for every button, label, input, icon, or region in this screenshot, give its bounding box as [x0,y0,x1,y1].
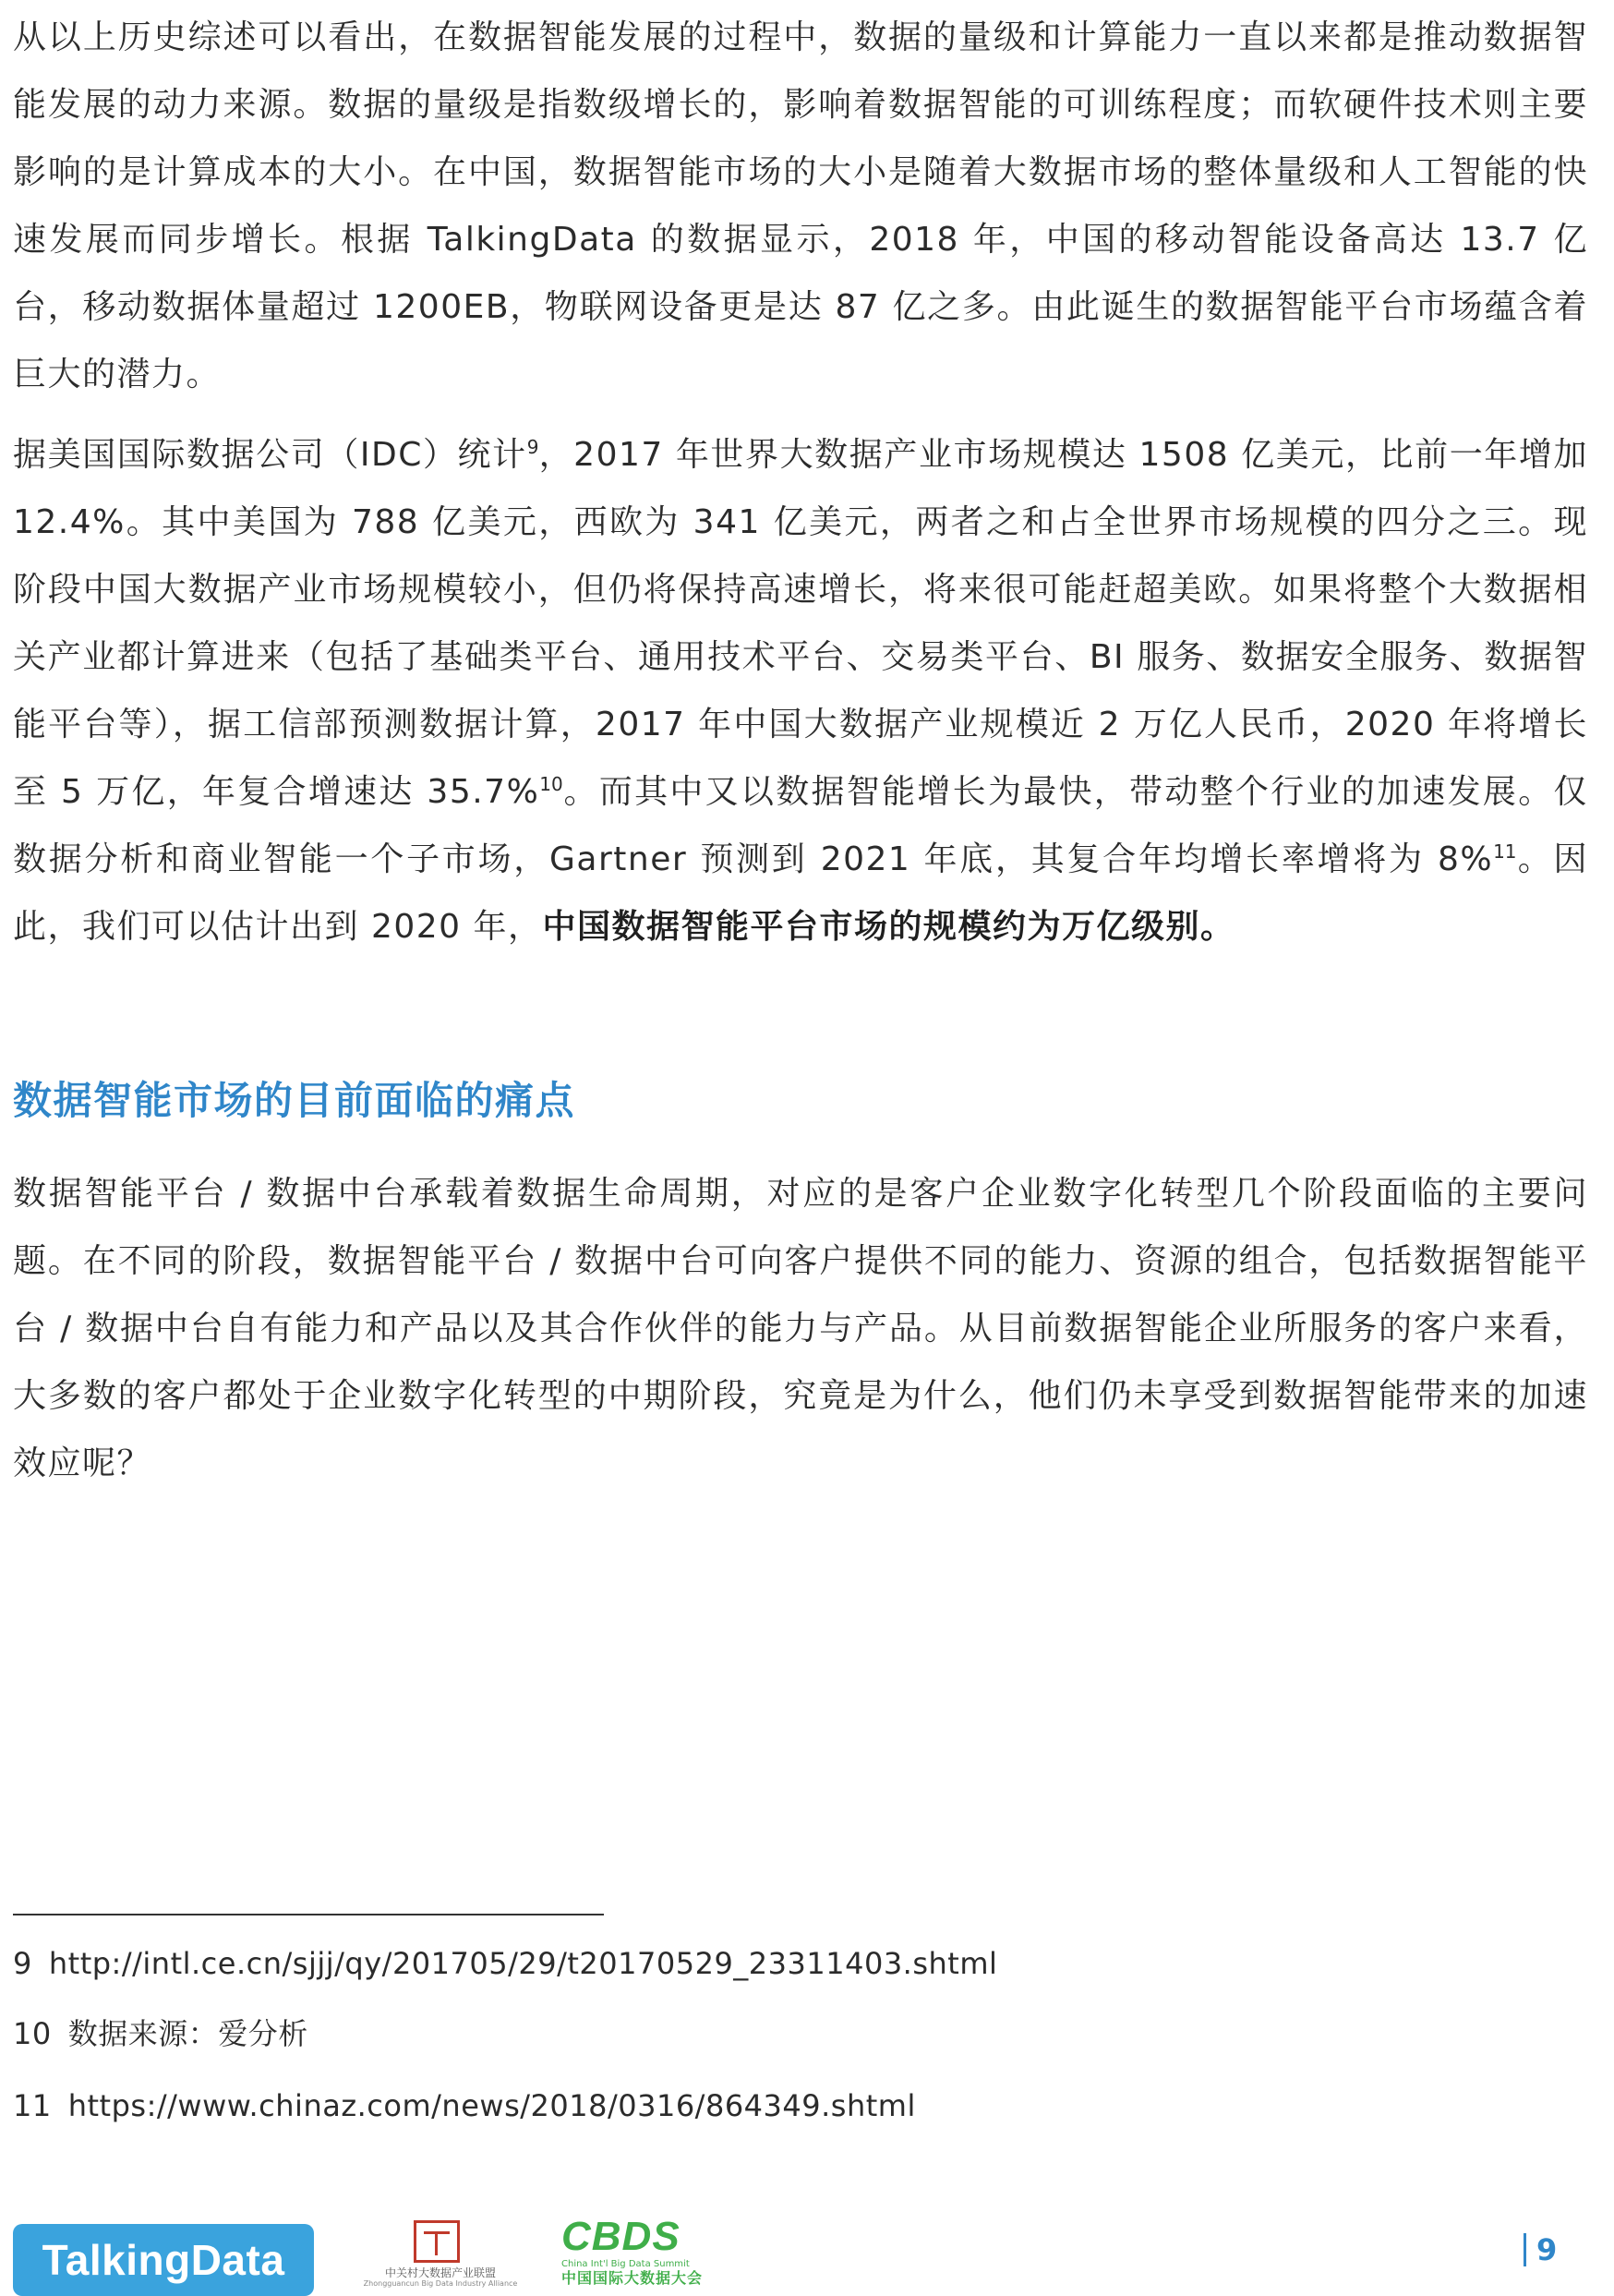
para2-text-c: 。而其中又以数据智能增长为最快，带动整个行业的加速发展。仅数据分析和商业智能一个子市场，Gartner 预测到 2021 年底，其复合年均增长率增将为 8% [13,773,1588,878]
cbds-logo-en-text: China Int'l Big Data Summit [561,2259,690,2269]
footnote-link[interactable]: https://www.chinaz.com/news/2018/0316/864349.shtml [67,2088,916,2123]
footnote-10 [13,2015,308,2052]
cbds-logo [561,2214,718,2290]
footnote-9 [13,1945,997,1982]
para2-text-d: 。因此，我们可以估计出到 2020 年， [13,840,1588,946]
para2-text-a: 据美国国际数据公司（IDC）统计 [13,436,527,474]
footnote-link[interactable]: http://intl.ce.cn/sjjj/qy/201705/29/t20170529_23311403.shtml [48,1946,998,1981]
footnote-11 [13,2087,916,2124]
zgc-logo-en-text: Zhongguancun Big Data Industry Alliance [363,2279,518,2288]
paragraph-market-size [13,421,1588,961]
footnote-number: 10 [13,2016,52,2051]
footnote-ref-9[interactable]: 9 [526,436,539,458]
page-number: 9 [1536,2232,1558,2267]
cbds-logo-mark: CBDS [561,2214,681,2259]
zgc-logo-cn-text: 中关村大数据产业联盟 [384,2266,496,2279]
zgc-alliance-logo [343,2220,537,2288]
para2-bold-conclusion: 中国数据智能平台市场的规模约为万亿级别 [542,908,1201,946]
footnote-number: 9 [13,1946,32,1981]
paragraph-history-summary: 从以上历史综述可以看出，在数据智能发展的过程中，数据的量级和计算能力一直以来都是推动数据智能发展的动力来源。数据的量级是指数级增长的，影响着数据智能的可训练程度；而软硬件技术则主要影响的是计算成本的大小。在中国，数据智能市场的大小是随着大数据市场的整体量级和人工智能的快速发展而同步增长。根据 TalkingData 的数据显示，2018 年，中国的移动智能设备高达 13.7 亿台，移动数据体量超过 1200EB，物联网设备更是达 87 亿之多。由此诞生的数据智能平台市场蕴含着巨大的潜力。 [13,18,1588,393]
para2-text-b: ，2017 年世界大数据产业市场规模达 1508 亿美元，比前一年增加 12.4%。其中美国为 788 亿美元，西欧为 341 亿美元，两者之和占全世界市场规模的四分之三。现阶段中国大数据产业市场规模较小，但仍将保持高速增长，将来很可能赶超美欧。如果将整个大数据相关产业都计算进来（包括了基础类平台、通用技术平台、交易类平台、BI 服务、数据安全服务、数据智能平台等），据工信部预测数据计算，2017 年中国大数据产业规模近 2 万亿人民币，2020 年将增长至 5 万亿，年复合增速达 35.7% [13,436,1588,811]
paragraph-pain-points: 数据智能平台 / 数据中台承载着数据生命周期，对应的是客户企业数字化转型几个阶段面临的主要问题。在不同的阶段，数据智能平台 / 数据中台可向客户提供不同的能力、资源的组合，包括数据智能平台 / 数据中台自有能力和产品以及其合作伙伴的能力与产品。从目前数据智能企业所服务的客户来看，大多数的客户都处于企业数字化转型的中期阶段，究竟是为什么，他们仍未享受到数据智能带来的加速效应呢？ [13,1175,1588,1482]
zgc-seal-icon [414,2220,460,2263]
footnote-text: 数据来源：爱分析 [67,2016,308,2051]
footnote-ref-10[interactable]: 10 [539,773,563,795]
footnote-number: 11 [13,2088,52,2123]
footnote-divider [13,1914,604,1915]
para2-text-e: 。 [1200,908,1235,946]
talkingdata-logo: TalkingData [13,2224,314,2296]
page-number-divider [1524,2233,1526,2266]
cbds-logo-cn-text: 中国国际大数据大会 [561,2269,704,2287]
section-heading: 数据智能市场的目前面临的痛点 [13,1078,576,1123]
footnote-ref-11[interactable]: 11 [1493,840,1517,863]
